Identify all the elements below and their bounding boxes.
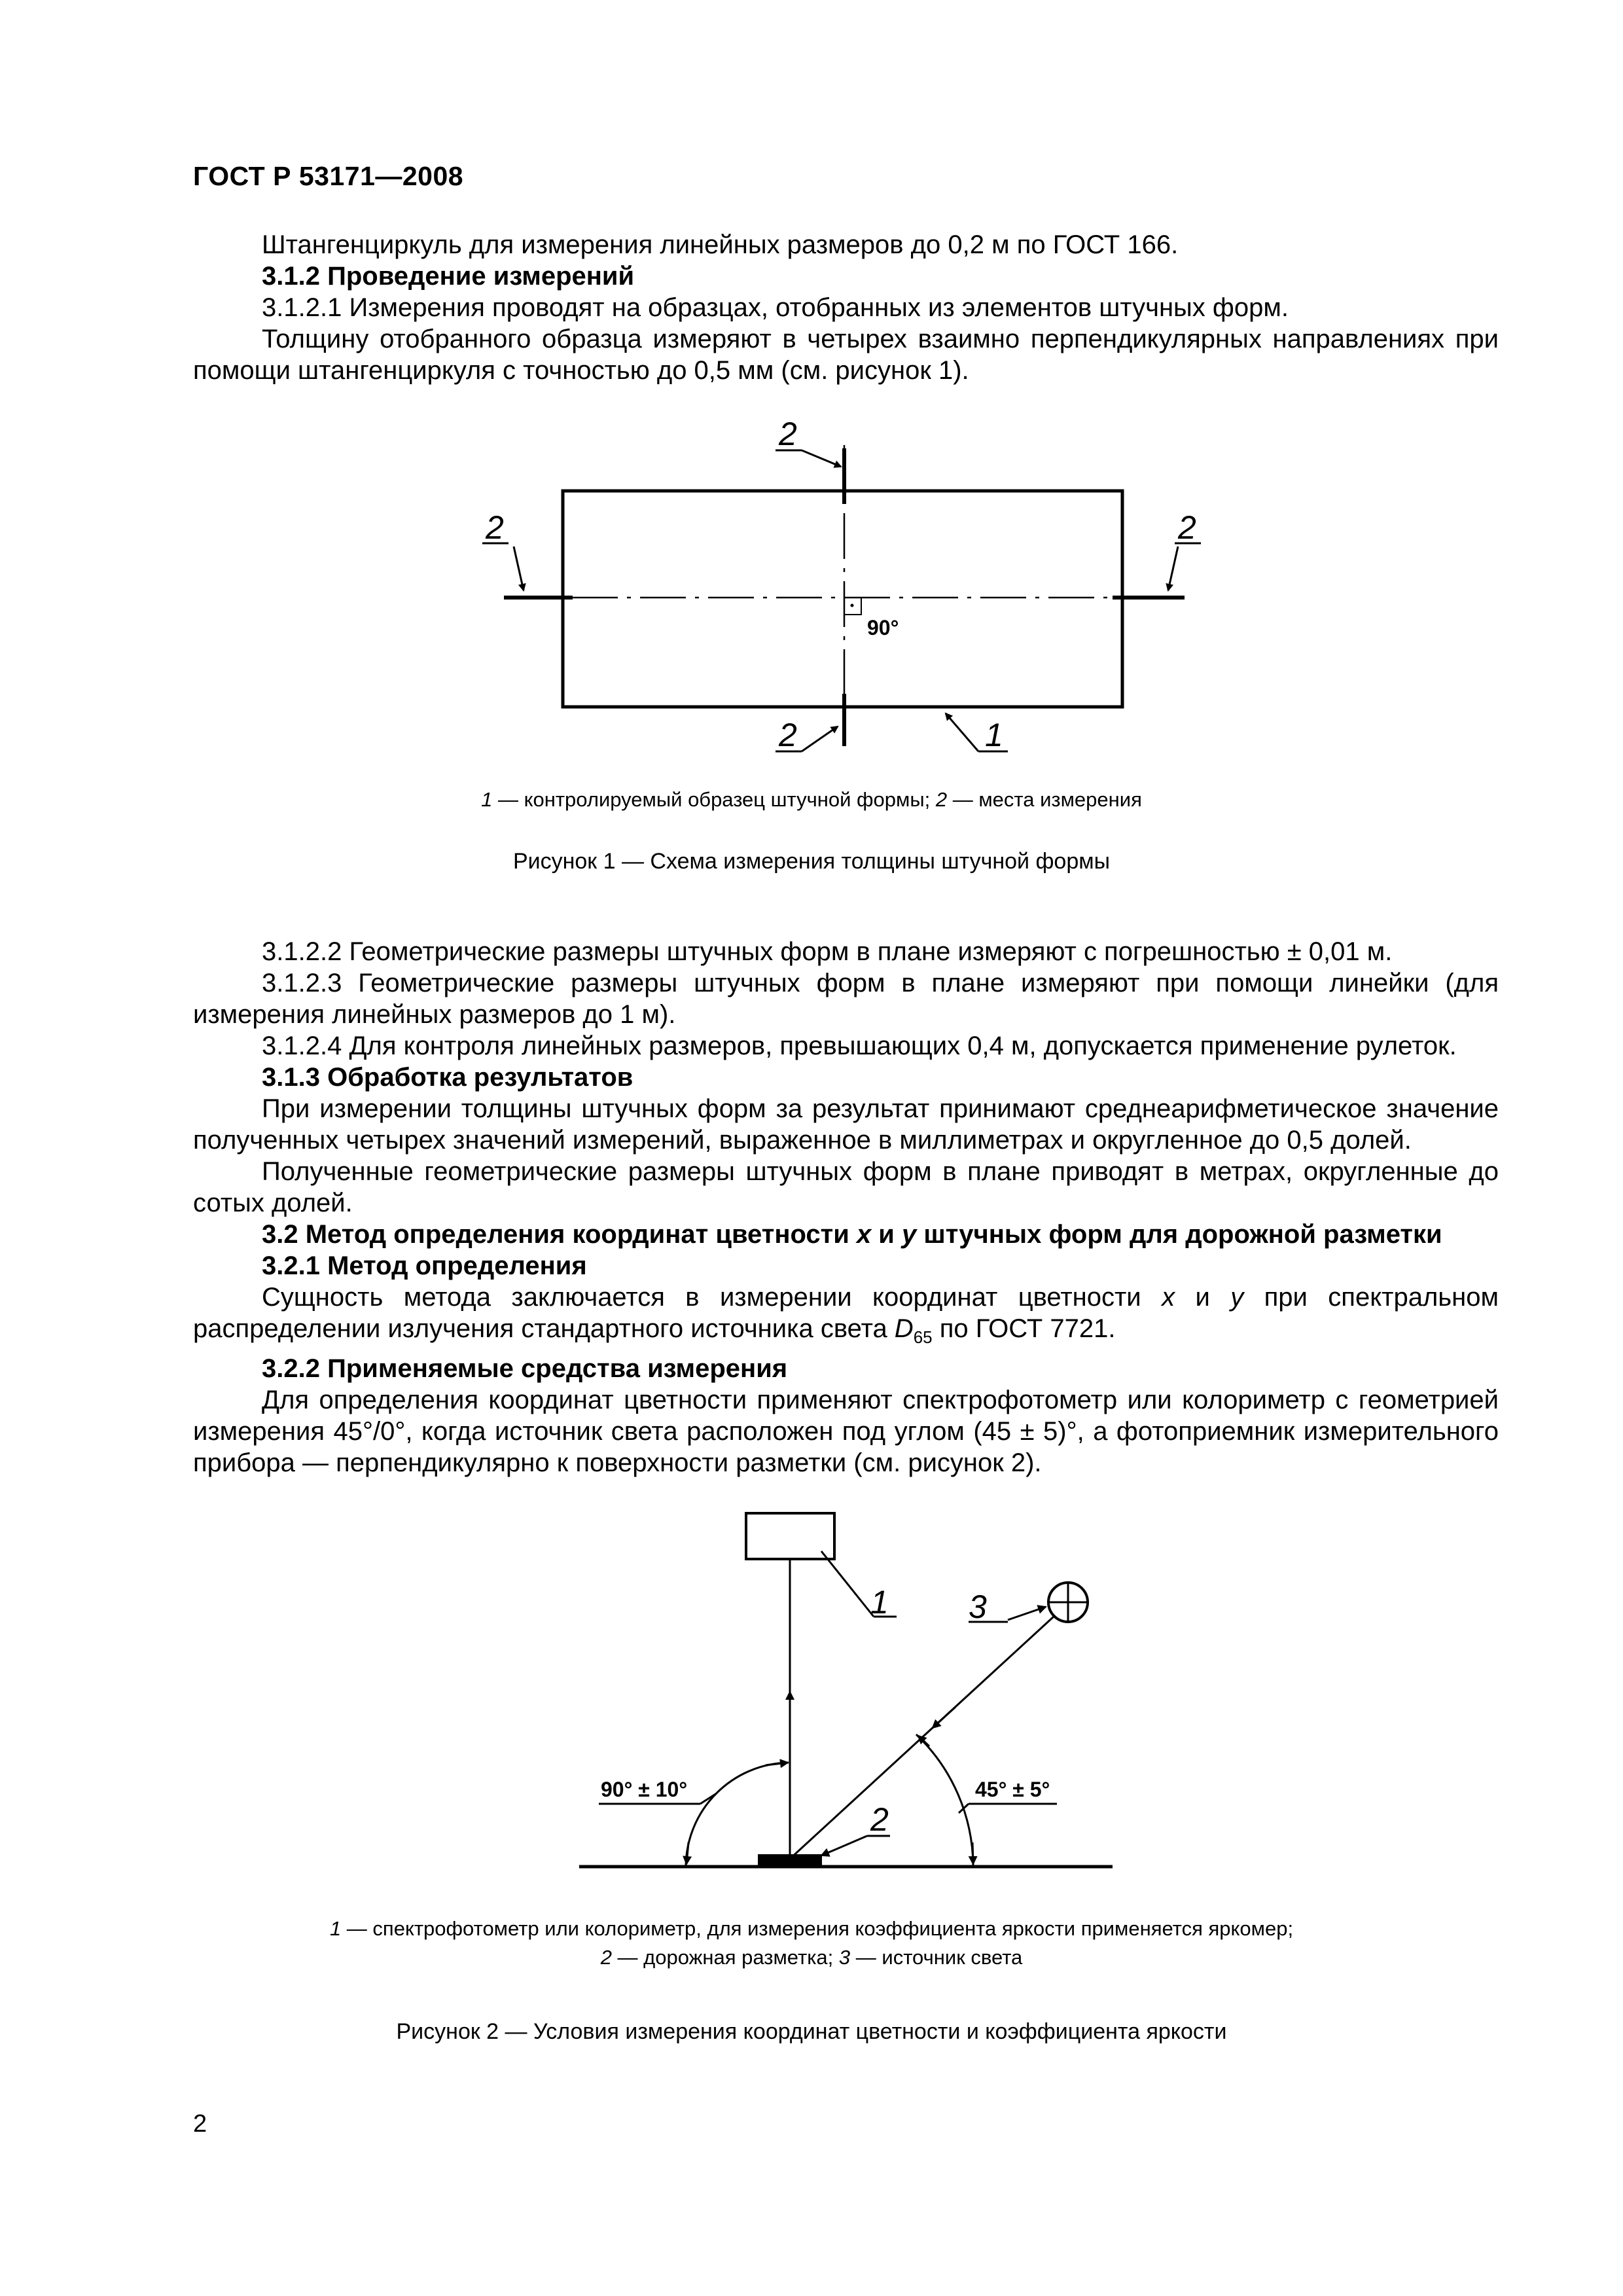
road-marking (758, 1854, 822, 1867)
angle-arc-right (916, 1734, 973, 1865)
legend-text: — места измерения (947, 788, 1142, 811)
text-block-1 (193, 229, 1499, 386)
angle-label: 90° (867, 616, 899, 639)
measure-label-bottom: 2 (779, 717, 797, 753)
legend-line: 2 — дорожная разметка; 3 — источник света (600, 1946, 1023, 1969)
sample-rectangle (563, 491, 1122, 707)
figure-2-legend (0, 1914, 1623, 1972)
sample-label: 1 (985, 717, 1003, 753)
paragraph: Штангенциркуль для измерения линейных размеров до 0,2 м по ГОСТ 166. (262, 230, 1179, 259)
legend-line: 1 — спектрофотометр или колориметр, для измерения коэффициента яркости применяется яркомер; (329, 1917, 1294, 1940)
paragraph: Толщину отобранного образца измеряют в четырех взаимно перпендикулярных направлениях при помощи штангенциркуля с точностью до 0,5 мм (см. рисунок 1). (193, 325, 1499, 385)
section-heading: 3.2.2 Применяемые средства измерения (262, 1354, 788, 1383)
paragraph: Сущность метода заключается в измерении координат цветности x и y при спектральном распределении излучения стандартного источника света $D_{65}$ по ГОСТ 7721. (193, 1283, 1499, 1347)
figure-1-diagram (0, 406, 1623, 798)
section-heading: 3.2 Метод определения координат цветности x и y штучных форм для дорожной разметки (262, 1220, 1442, 1249)
angle-label-right: 45° ± 5° (975, 1778, 1050, 1801)
text-block-2 (193, 936, 1499, 1479)
measure-label-left: 2 (486, 509, 504, 546)
measure-label-right: 2 (1178, 509, 1196, 546)
paragraph: Полученные геометрические размеры штучных форм в плане приводят в метрах, округленные до сотых долей. (193, 1157, 1499, 1217)
figure-2-diagram (0, 1499, 1623, 1905)
legend-number: 1 (481, 788, 493, 811)
section-heading: 3.1.2 Проведение измерений (262, 262, 635, 291)
paragraph: Для определения координат цветности применяют спектрофотометр или колориметр с геометрией измерения 45°/0°, когда источник света расположен под углом (45 ± 5)°, а фотоприемник измерительного прибора — перпендикулярно к поверхности разметки (см. рисунок 2). (193, 1386, 1499, 1477)
paragraph: 3.1.2.2 Геометрические размеры штучных форм в плане измеряют с погрешностью ± 0,01 м. (262, 937, 1393, 966)
paragraph: 3.1.2.3 Геометрические размеры штучных форм в плане измеряют при помощи линейки (для измерения линейных размеров до 1 м). (193, 969, 1499, 1029)
section-heading: 3.2.1 Метод определения (262, 1251, 587, 1280)
figure-2-caption: Рисунок 2 — Условия измерения координат цветности и коэффициента яркости (396, 2019, 1227, 2044)
paragraph: 3.1.2.1 Измерения проводят на образцах, отобранных из элементов штучных форм. (262, 293, 1289, 322)
road-marking-label: 2 (870, 1801, 889, 1838)
incident-beam (790, 1617, 1054, 1859)
legend-number: 2 (935, 788, 948, 811)
instrument-label: 1 (870, 1584, 889, 1621)
figure-1-legend (0, 785, 1623, 814)
document-header: ГОСТ Р 53171—2008 (193, 161, 464, 191)
light-source-label: 3 (969, 1588, 987, 1625)
page-number: 2 (193, 2110, 207, 2138)
paragraph: 3.1.2.4 Для контроля линейных размеров, превышающих 0,4 м, допускается применение рулеток. (262, 1031, 1457, 1060)
section-heading: 3.1.3 Обработка результатов (262, 1063, 633, 1092)
angle-arc-left (686, 1763, 789, 1865)
legend-text: — контролируемый образец штучной формы; (492, 788, 936, 811)
figure-1-caption: Рисунок 1 — Схема измерения толщины штучной формы (512, 849, 1111, 874)
measure-label-top: 2 (779, 416, 797, 452)
angle-label-left: 90° ± 10° (601, 1778, 688, 1801)
paragraph: При измерении толщины штучных форм за результат принимают среднеарифметическое значение полученных четырех значений измерений, выраженное в миллиметрах и округленное до 0,5 долей. (193, 1094, 1499, 1155)
